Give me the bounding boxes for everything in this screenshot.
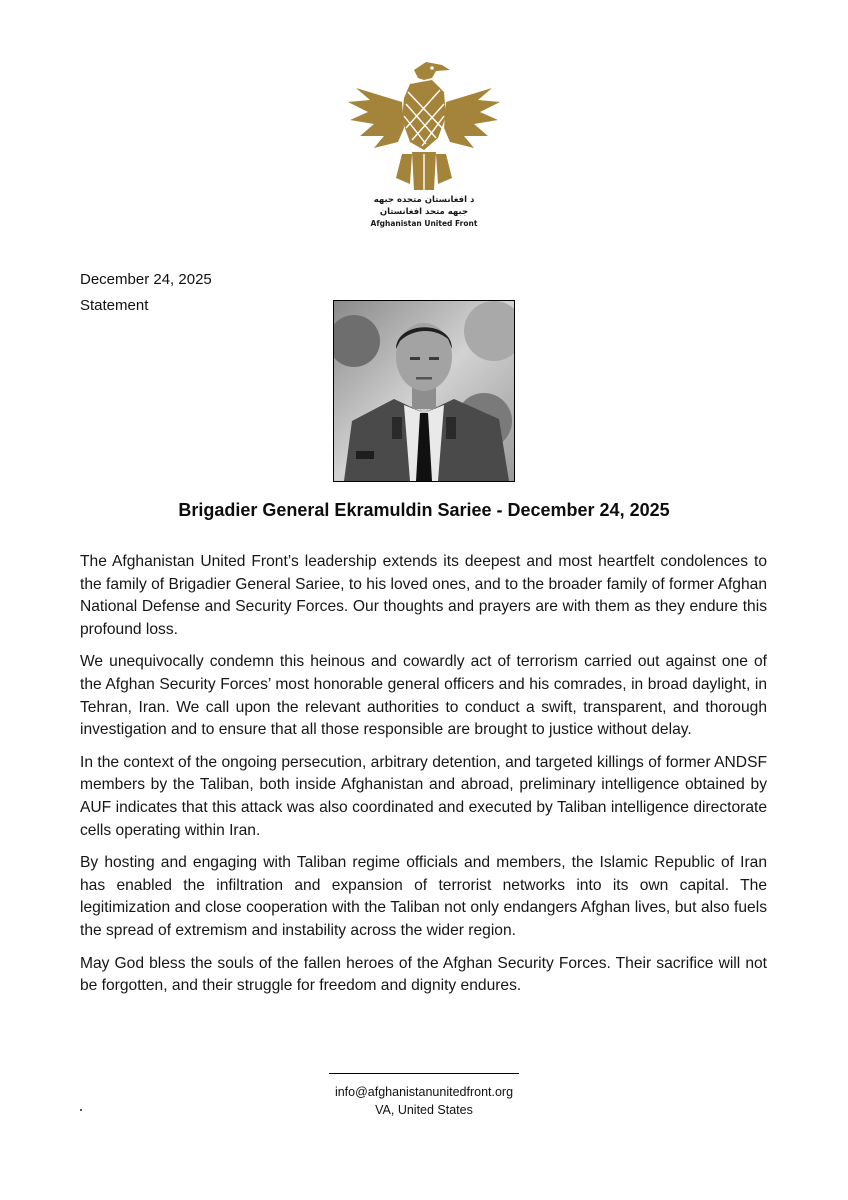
organization-logo [340, 58, 508, 228]
statement-title: Brigadier General Ekramuldin Sariee - December 24, 2025 [178, 500, 670, 520]
statement-date: December 24, 2025 [80, 271, 212, 288]
document-type: Statement [80, 297, 149, 314]
eagle-emblem-icon [340, 58, 508, 192]
body-paragraph: In the context of the ongoing persecution, arbitrary detention, and targeted killings of former ANDSF members by the Taliban, both inside Afghanistan and abroad, preliminary intelligence obtained by AUF indicates that this attack was also coordinated and executed by Taliban intelligence directorate cells operating within Iran. [80, 753, 767, 839]
portrait-photo [333, 300, 515, 482]
body-paragraph: The Afghanistan United Front’s leadership extends its deepest and most heartfelt condolences to the family of Brigadier General Sariee, to his loved ones, and to the broader family of former Afghan National Defense and Security Forces. Our thoughts and prayers are with them as they endure this profound loss. [80, 553, 767, 638]
logo-text-dari: جبهه متحد افغانستان [379, 207, 469, 217]
portrait-photo-icon [334, 301, 514, 481]
body-paragraph: May God bless the souls of the fallen heroes of the Afghan Security Forces. Their sacrifice will not be forgotten, and their struggle for freedom and dignity endures. [80, 954, 767, 995]
footer-location: VA, United States [375, 1103, 473, 1117]
statement-body [80, 551, 767, 1008]
footer-email: info@afghanistanunitedfront.org [334, 1085, 514, 1099]
logo-text-pashto: د افغانستان متحده جبهه [373, 195, 475, 205]
footer-divider [329, 1073, 519, 1074]
page-marker-dot [80, 1109, 82, 1111]
body-paragraph: By hosting and engaging with Taliban regime officials and members, the Islamic Republic of Iran has enabled the infiltration and expansion of terrorist networks into its own capital. The legitimization and close cooperation with the Taliban not only endangers Afghan lives, but also fuels the spread of extremism and instability across the wider region. [80, 854, 767, 939]
body-paragraph: We unequivocally condemn this heinous and cowardly act of terrorism carried out against one of the Afghan Security Forces’ most honorable general officers and his comrades, in broad daylight, in Tehran, Iran. We call upon the relevant authorities to conduct a swift, transparent, and thorough investigation and to ensure that all those responsible are brought to justice without delay. [80, 653, 767, 739]
logo-text-english: Afghanistan United Front [370, 219, 478, 228]
